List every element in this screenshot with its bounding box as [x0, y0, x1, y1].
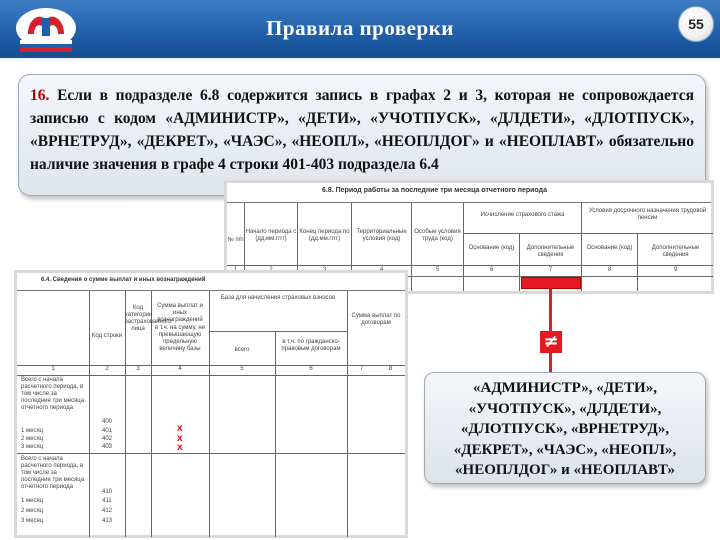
t64-colnum: 4 — [178, 366, 182, 372]
t64-row-label: 1 месяц — [21, 428, 44, 434]
page-number-badge: 55 — [678, 6, 714, 42]
t64-row-label: 2 месяц — [21, 508, 44, 514]
t64-col-total: всего — [234, 347, 250, 353]
t68-col-start: Начало периода с (дд.мм.гггг) — [245, 229, 297, 242]
t68-colnum: 6 — [489, 267, 494, 273]
t64-col-contract: Сумма выплат по договорам — [351, 313, 401, 326]
t64-colnum: 3 — [136, 366, 140, 372]
t68-col-early: Условия досрочного назначения трудовой пенсии — [588, 208, 707, 221]
highlighted-cell — [521, 277, 581, 289]
t64-colnum: 7 — [359, 366, 364, 372]
t64-colnum: 2 — [105, 366, 109, 372]
t64-colnum: 1 — [51, 366, 55, 372]
t68-col-end: Конец периода по (дд.мм.гггг) — [299, 229, 350, 242]
t64-row-label: Всего с начала расчетного периода, в том числе за последние три месяца отчетного периода — [21, 377, 85, 411]
t64-colnum: 6 — [309, 366, 313, 372]
table-6-8-title: 6.8. Период работы за последние три месяца отчетного периода — [227, 183, 711, 203]
t64-row-label: 3 месяц — [21, 444, 44, 450]
t64-colnum: 8 — [388, 366, 393, 372]
header-bar — [0, 0, 720, 62]
t64-row-code: 413 — [101, 518, 112, 524]
t64-row-code: 410 — [101, 489, 112, 495]
rule-text — [30, 84, 694, 176]
t68-col-terr: Территориальные условия (код) — [356, 229, 407, 242]
rule-body: Если в подразделе 6.8 содержится запись в графах 2 и 3, которая не сопровождается записью с кодом «АДМИНИСТР», «ДЕТИ», «УЧОТПУСК», «ДЛДЕТИ», «ДЛОТПУСК», «ВРНЕТРУД», «ДЕКРЕТ», «ЧАЭС», «НЕОПЛ», «НЕОПЛДОГ» и «НЕОПЛАВТ» обязательно наличие значения в графе 4 строки 401-403 подраздела 6.4 — [30, 87, 694, 173]
t64-col-gpd: в т.ч. по гражданско-правовым договорам — [281, 339, 341, 352]
t64-col-category: Код категории застрахованного лица — [125, 305, 172, 332]
t64-row-code: 402 — [101, 436, 112, 442]
t68-sub-extra-1: Дополнительные сведения — [526, 245, 575, 258]
table-6-4-title: 6.4. Сведения о сумме выплат и иных вознаграждений — [17, 273, 405, 291]
t64-x-mark: x — [177, 442, 183, 453]
t64-x-mark: x — [177, 433, 183, 444]
t64-x-mark: x — [177, 423, 183, 434]
t64-row-code: 411 — [102, 498, 112, 504]
t64-row-label: 3 месяц — [21, 518, 44, 524]
t64-col-sum-limit: в т.ч. на сумму, не превышающую предельную величину базы — [154, 325, 205, 352]
t68-colnum: 7 — [548, 267, 553, 273]
t68-sub-basis-2: Основание (код) — [586, 245, 633, 251]
t68-colnum: 5 — [435, 267, 440, 273]
t64-row-label: 1 месяц — [21, 498, 44, 504]
page-title: Правила проверки — [266, 16, 454, 40]
codes-text: «АДМИНИСТР», «ДЕТИ», «УЧОТПУСК», «ДЛДЕТИ», «ДЛОТПУСК», «ВРНЕТРУД», «ДЕКРЕТ», «ЧАЭС», «НЕОПЛ», «НЕОПЛДОГ» и «НЕОПЛАВТ» — [453, 380, 677, 478]
t64-col-base: База для начисления страховых взносов — [220, 295, 336, 301]
t64-row-label: 2 месяц — [21, 436, 44, 442]
t68-colnum: 9 — [673, 267, 678, 273]
t64-row-code: 401 — [101, 428, 112, 434]
t64-row-code: 400 — [101, 419, 112, 425]
rule-number: 16. — [30, 87, 50, 104]
t68-col-stazh: Исчисление страхового стажа — [480, 212, 565, 218]
t68-col-num: № п/п — [227, 237, 244, 243]
t64-col-sum: Сумма выплат и иных вознаграждений — [157, 303, 203, 323]
t64-row-code: 412 — [101, 508, 112, 514]
t64-row-label: Всего с начала расчетного периода, в том числе за последние три месяца отчетного периода — [21, 456, 85, 490]
not-equal-icon: ≠ — [540, 331, 562, 353]
t68-col-special: Особые условия труда (код) — [414, 229, 461, 242]
t68-sub-extra-2: Дополнительные сведения — [651, 245, 700, 258]
t68-colnum: 8 — [607, 267, 612, 273]
t68-sub-basis-1: Основание (код) — [468, 245, 515, 251]
table-6-4-excerpt — [14, 270, 408, 538]
t64-col-code: Код строки — [91, 333, 123, 339]
t64-colnum: 5 — [240, 366, 244, 372]
t64-row-code: 403 — [101, 444, 112, 450]
